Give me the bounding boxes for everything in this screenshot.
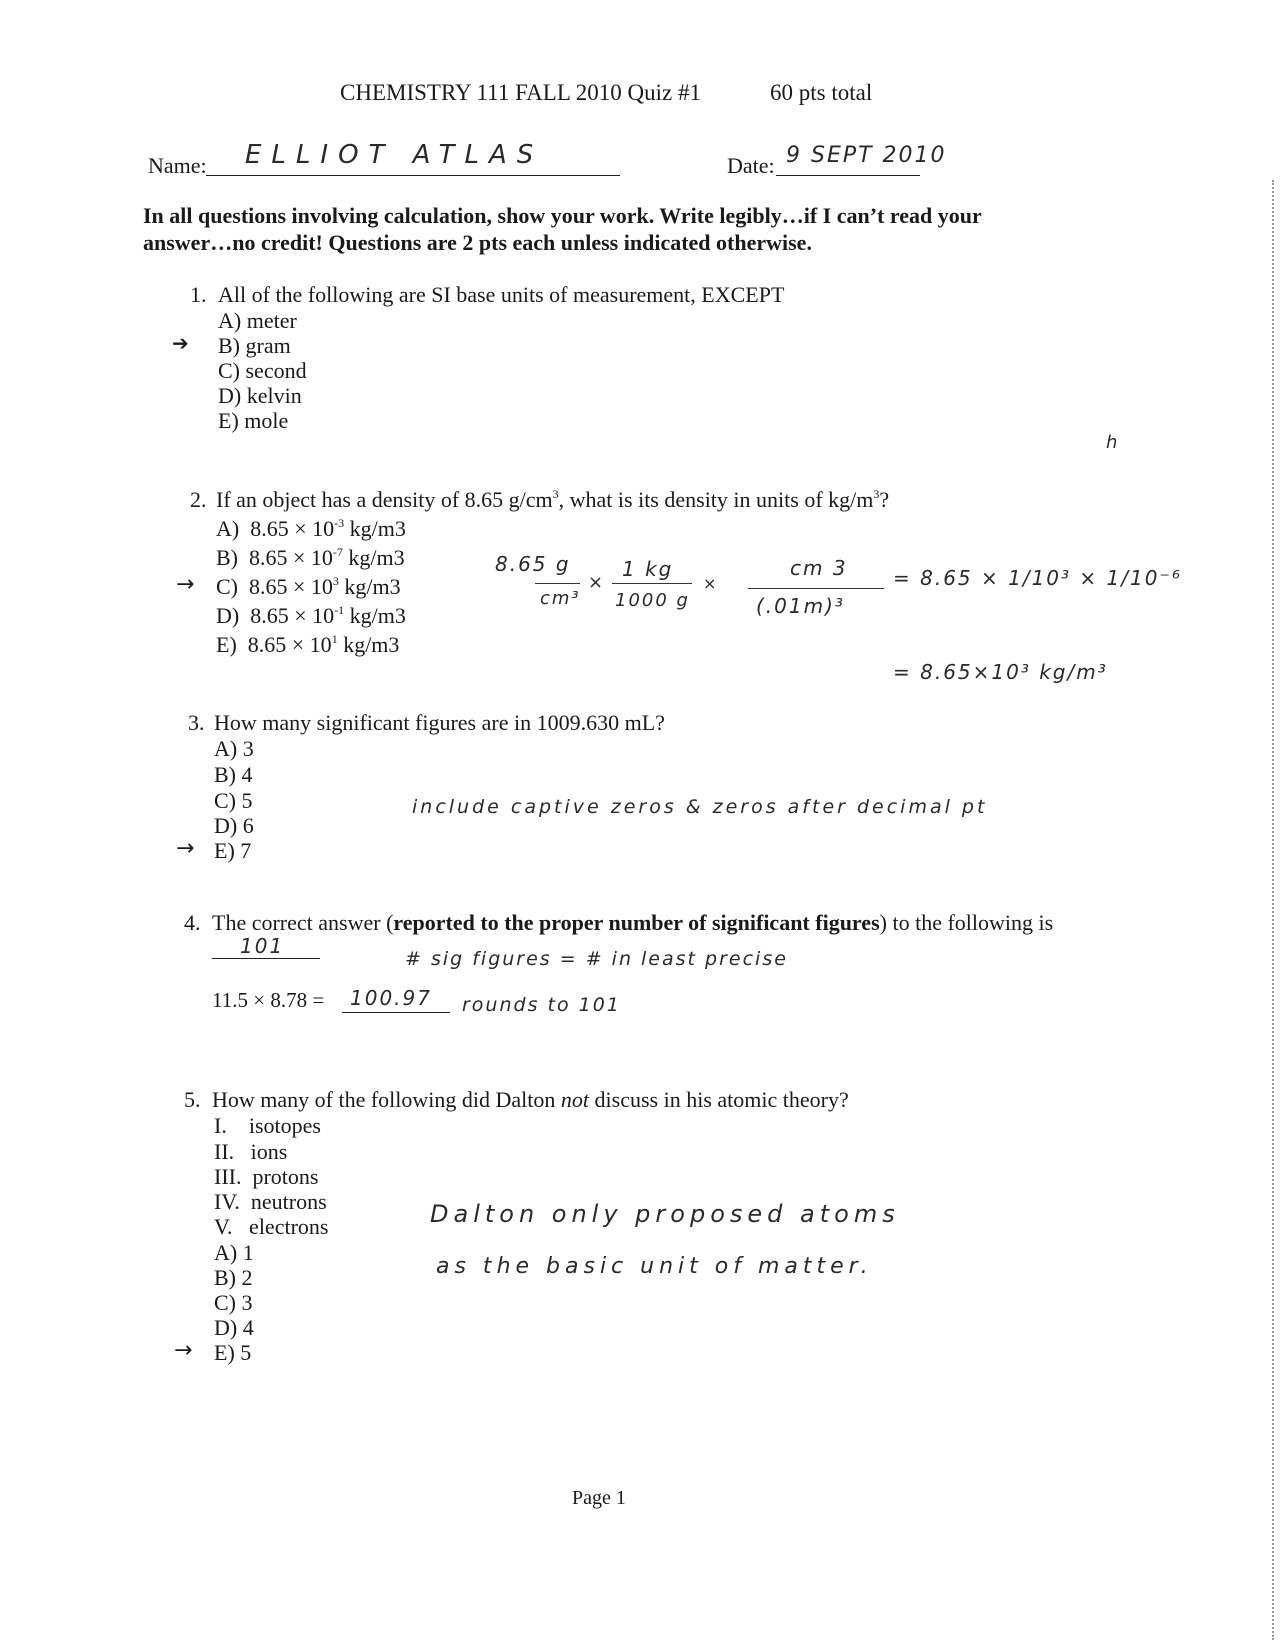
- handwritten-note: Dalton only proposed atoms: [430, 1200, 900, 1228]
- right-arrow-icon: →: [174, 1338, 193, 1363]
- option-a: A) meter: [218, 308, 297, 333]
- question-number: 2.: [190, 487, 207, 512]
- option-c: C) second: [218, 358, 307, 383]
- question-text: How many significant figures are in 1009.630 mL?: [214, 710, 665, 735]
- option-a: A) $8.65 \times 10^{-3}$ kg/m3: [216, 516, 406, 541]
- work-fraction-3-num: cm 3: [790, 556, 848, 580]
- question-number: 3.: [188, 710, 205, 735]
- question-number: 5.: [184, 1087, 201, 1112]
- quiz-title: CHEMISTRY 111 FALL 2010 Quiz #1: [340, 80, 701, 105]
- option-d: D) $8.65 \times 10^{-1}$ kg/m3: [216, 603, 406, 628]
- option-c: C) 5: [214, 788, 253, 813]
- question-text: If an object has a density of 8.65 $g/cm^3$, what is its density in units of $kg/m^3$?: [216, 487, 890, 512]
- handwritten-note: # sig figures = # in least precise: [405, 948, 788, 970]
- option-b: B) $8.65 \times 10^{-7}$ kg/m3: [216, 545, 405, 570]
- work-result: = 8.65×10³ kg/m³: [893, 660, 1108, 684]
- roman-item: II. ions: [214, 1139, 288, 1164]
- option-c: C) $8.65 \times 10^3$ kg/m3: [216, 574, 401, 599]
- option-b: B) 4: [214, 762, 253, 787]
- option-b: B) gram: [218, 333, 291, 358]
- fraction-bar: [748, 588, 884, 589]
- option-e: E) mole: [218, 408, 289, 433]
- option-e: E) $8.65 \times 10^1$ kg/m3: [216, 632, 400, 657]
- name-handwritten: ELLIOT ATLAS: [245, 140, 544, 170]
- date-underline: [776, 175, 920, 176]
- date-handwritten: 9 SEPT 2010: [786, 143, 947, 168]
- quiz-points: 60 pts total: [770, 80, 873, 105]
- roman-item: I. isotopes: [214, 1113, 321, 1138]
- work-fraction-2-den: 1000 g: [615, 590, 690, 611]
- work-times-1: ×: [588, 572, 606, 593]
- name-label: Name:: [148, 153, 207, 178]
- instructions-line-2: answer…no credit! Questions are 2 pts each unless indicated otherwise.: [143, 230, 812, 255]
- option-e: E) 5: [214, 1340, 252, 1365]
- margin-mark: h: [1106, 432, 1120, 453]
- question-text: The correct answer (reported to the proper number of significant figures) to the following is: [212, 910, 1054, 935]
- fraction-bar: [535, 583, 580, 584]
- option-e: E) 7: [214, 838, 252, 863]
- question-text: How many of the following did Dalton not discuss in his atomic theory?: [212, 1087, 849, 1112]
- roman-item: IV. neutrons: [214, 1189, 327, 1214]
- work-fraction-2-num: 1 kg: [622, 557, 674, 581]
- right-arrow-icon: ➔: [172, 331, 189, 355]
- handwritten-note-2: as the basic unit of matter.: [436, 1254, 873, 1279]
- handwritten-answer: 101: [240, 934, 285, 958]
- fraction-bar: [612, 583, 692, 584]
- handwritten-note-2: rounds to 101: [462, 994, 621, 1016]
- option-d: D) 4: [214, 1315, 254, 1340]
- work-fraction-1-den: cm³: [540, 588, 581, 609]
- name-underline: [206, 175, 620, 176]
- work-fraction-1-num: 8.65 g: [495, 552, 571, 576]
- scan-edge-divider: [1272, 180, 1274, 1640]
- computed-underline: [342, 1012, 450, 1013]
- handwritten-note: include captive zeros & zeros after decimal pt: [412, 796, 988, 818]
- option-c: C) 3: [214, 1290, 253, 1315]
- instructions-line-1: In all questions involving calculation, show your work. Write legibly…if I can’t read your: [143, 203, 982, 228]
- question-number: 4.: [184, 910, 201, 935]
- roman-item: V. electrons: [214, 1214, 329, 1239]
- question-number: 1.: [190, 282, 207, 307]
- option-a: A) 1: [214, 1240, 254, 1265]
- date-label: Date:: [727, 153, 775, 178]
- option-b: B) 2: [214, 1265, 253, 1290]
- roman-item: III. protons: [214, 1164, 319, 1189]
- answer-underline: [212, 958, 320, 959]
- work-equation: = 8.65 × 1/10³ × 1/10⁻⁶: [893, 566, 1183, 590]
- option-d: D) kelvin: [218, 383, 302, 408]
- page-number: Page 1: [572, 1487, 626, 1509]
- handwritten-computed: 100.97: [350, 986, 432, 1010]
- right-arrow-icon: →: [176, 836, 195, 861]
- expression: 11.5 × 8.78 =: [212, 988, 325, 1012]
- option-d: D) 6: [214, 813, 254, 838]
- work-fraction-3-den: (.01m)³: [756, 594, 845, 618]
- right-arrow-icon: →: [176, 572, 195, 597]
- option-a: A) 3: [214, 736, 254, 761]
- work-times-2: ×: [703, 574, 719, 593]
- question-text: All of the following are SI base units of measurement, EXCEPT: [218, 282, 785, 307]
